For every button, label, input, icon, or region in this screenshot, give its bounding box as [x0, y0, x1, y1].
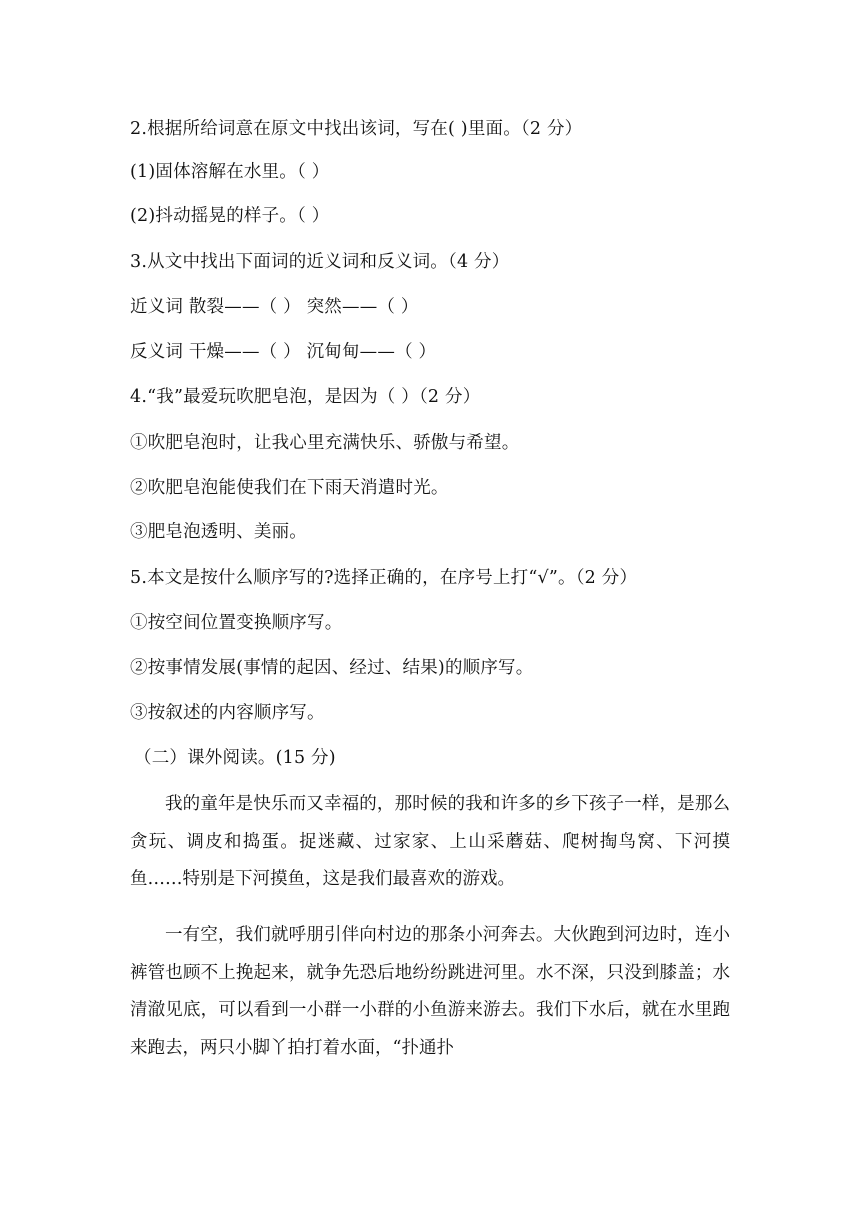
question-2-item-1: (1)固体溶解在水里。（ ） [130, 162, 330, 182]
section-2-heading: （二）课外阅读。(15 分) [134, 748, 336, 768]
question-5-prompt: 5.本文是按什么顺序写的?选择正确的，在序号上打“√”。（2 分） [130, 568, 638, 588]
reading-paragraph-2: 一有空，我们就呼朋引伴向村边的那条小河奔去。大伙跑到河边时，连小裤管也顾不上挽起来，就争先恐后地纷纷跳进河里。水不深，只没到膝盖；水清澈见底，可以看到一小群一小群的小鱼游来游去。我们下水后，就在水里跑来跑去，两只小脚丫拍打着水面，“扑通扑 [130, 925, 730, 1058]
question-3-antonyms: 反义词 干燥——（ ） 沉甸甸——（ ） [130, 342, 437, 362]
question-2-prompt: 2.根据所给词意在原文中找出该词，写在( )里面。（2 分） [130, 119, 583, 139]
question-5-option-2: ②按事情发展(事情的起因、经过、结果)的顺序写。 [130, 658, 534, 678]
question-5-option-3: ③按叙述的内容顺序写。 [130, 703, 325, 723]
question-4-option-1: ①吹肥皂泡时，让我心里充满快乐、骄傲与希望。 [130, 433, 520, 453]
reading-paragraph-1: 我的童年是快乐而又幸福的，那时候的我和许多的乡下孩子一样，是那么贪玩、调皮和捣蛋。捉迷藏、过家家、上山采蘑菇、爬树掏鸟窝、下河摸鱼……特别是下河摸鱼，这是我们最喜欢的游戏。 [130, 794, 730, 889]
question-5-option-1: ①按空间位置变换顺序写。 [130, 613, 343, 633]
question-4-prompt: 4.“我”最爱玩吹肥皂泡，是因为（ ）（2 分） [130, 387, 481, 407]
question-4-option-2: ②吹肥皂泡能使我们在下雨天消遣时光。 [130, 478, 449, 498]
question-2-item-2: (2)抖动摇晃的样子。（ ） [130, 206, 330, 226]
question-3-prompt: 3.从文中找出下面词的近义词和反义词。（4 分） [130, 252, 510, 272]
question-3-synonyms: 近义词 散裂——（ ） 突然——（ ） [130, 297, 419, 317]
question-4-option-3: ③肥皂泡透明、美丽。 [130, 522, 307, 542]
